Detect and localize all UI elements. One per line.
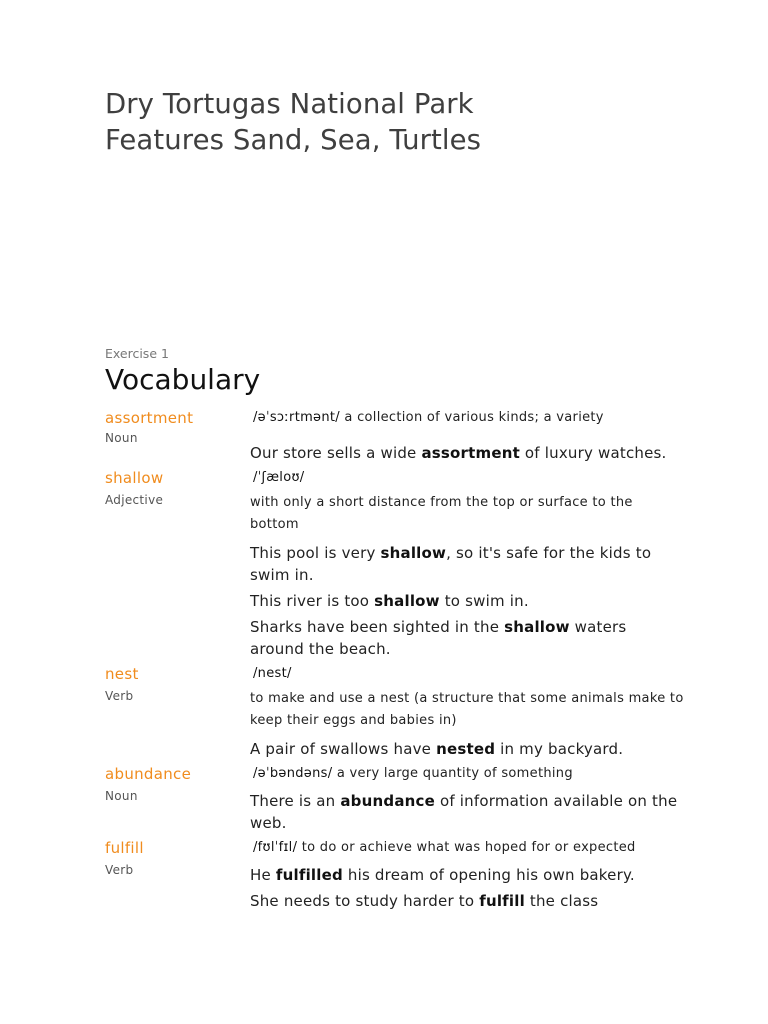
vocab-entry-assortment: [105, 408, 685, 464]
example-text: There is an: [250, 792, 341, 810]
part-of-speech: Verb: [105, 689, 134, 703]
highlighted-word: fulfill: [479, 892, 525, 910]
pronunciation-line: [250, 838, 685, 858]
vocabulary-list: [105, 408, 685, 912]
example-sentence: [250, 738, 685, 760]
definition: to do or achieve what was hoped for or expected: [301, 840, 636, 855]
example-sentence: [250, 890, 685, 912]
example-text: Sharks have been sighted in the: [250, 618, 505, 636]
highlighted-word: shallow: [374, 592, 440, 610]
exercise-label: Exercise 1: [105, 346, 169, 361]
vocab-word: nest: [105, 665, 139, 683]
highlighted-word: assortment: [421, 444, 520, 462]
part-of-speech: Noun: [105, 431, 138, 445]
pronunciation: /fʊlˈfɪl/: [253, 840, 298, 855]
highlighted-word: fulfilled: [275, 866, 343, 884]
definition: with only a short distance from the top or surface to the bottom: [250, 495, 633, 532]
example-text: of luxury watches.: [519, 444, 667, 462]
example-sentence: [250, 442, 685, 464]
vocab-entry-abundance: [105, 764, 685, 834]
pronunciation: /əˈbəndəns/: [253, 766, 333, 781]
example-text: his dream of opening his own bakery.: [342, 866, 635, 884]
section-title: Vocabulary: [105, 363, 261, 396]
article-title-line-1: Dry Tortugas National Park: [105, 88, 474, 120]
example-sentence: [250, 590, 685, 612]
article-title: [105, 86, 685, 158]
pronunciation-line: [250, 764, 685, 784]
pronunciation-line: [250, 408, 685, 428]
example-text: waters around the beach.: [250, 618, 627, 658]
vocab-entry-fulfill: [105, 838, 685, 912]
example-text: She needs to study harder to: [250, 892, 480, 910]
vocab-detail-column: [250, 764, 685, 834]
pronunciation-line: [250, 664, 685, 684]
vocab-detail-column: [250, 664, 685, 760]
example-text: to swim in.: [439, 592, 529, 610]
example-sentence: [250, 616, 685, 660]
vocab-word-column: [105, 664, 250, 760]
article-title-line-2: Features Sand, Sea, Turtles: [105, 124, 482, 156]
vocab-entry-shallow: [105, 468, 685, 660]
example-sentence: [250, 864, 685, 886]
example-text: This pool is very: [250, 544, 381, 562]
example-text: of information available on the web.: [250, 792, 678, 832]
vocab-word-column: [105, 838, 250, 912]
vocab-detail-column: [250, 468, 685, 660]
pronunciation: /nest/: [253, 666, 292, 681]
definition: a very large quantity of something: [336, 766, 573, 781]
example-text: Our store sells a wide: [250, 444, 422, 462]
highlighted-word: abundance: [340, 792, 435, 810]
example-text: This river is too: [250, 592, 375, 610]
example-text: He: [250, 866, 276, 884]
highlighted-word: nested: [436, 740, 496, 758]
definition: to make and use a nest (a structure that some animals make to keep their eggs and babies in): [250, 691, 684, 728]
part-of-speech: Verb: [105, 863, 134, 877]
vocab-detail-column: [250, 408, 685, 464]
vocab-word-column: [105, 764, 250, 834]
highlighted-word: shallow: [380, 544, 447, 562]
pronunciation-line: [250, 468, 685, 488]
pronunciation: /əˈsɔːrtmənt/: [253, 410, 340, 425]
vocab-word-column: [105, 468, 250, 660]
example-sentence: [250, 790, 685, 834]
part-of-speech: Noun: [105, 789, 138, 803]
vocab-word: abundance: [105, 765, 192, 783]
example-text: the class: [524, 892, 599, 910]
vocab-word: assortment: [105, 409, 194, 427]
example-text: in my backyard.: [495, 740, 624, 758]
part-of-speech: Adjective: [105, 493, 164, 507]
vocab-detail-column: [250, 838, 685, 912]
example-text: A pair of swallows have: [250, 740, 437, 758]
vocab-word-column: [105, 408, 250, 464]
definition: a collection of various kinds; a variety: [344, 410, 604, 425]
vocab-word: shallow: [105, 469, 164, 487]
example-sentence: [250, 542, 685, 586]
vocab-word: fulfill: [105, 839, 144, 857]
example-text: , so it's safe for the kids to swim in.: [250, 544, 652, 584]
vocab-entry-nest: [105, 664, 685, 760]
highlighted-word: shallow: [504, 618, 570, 636]
document-page: [105, 86, 685, 912]
pronunciation: /ˈʃæloʊ/: [253, 470, 305, 485]
